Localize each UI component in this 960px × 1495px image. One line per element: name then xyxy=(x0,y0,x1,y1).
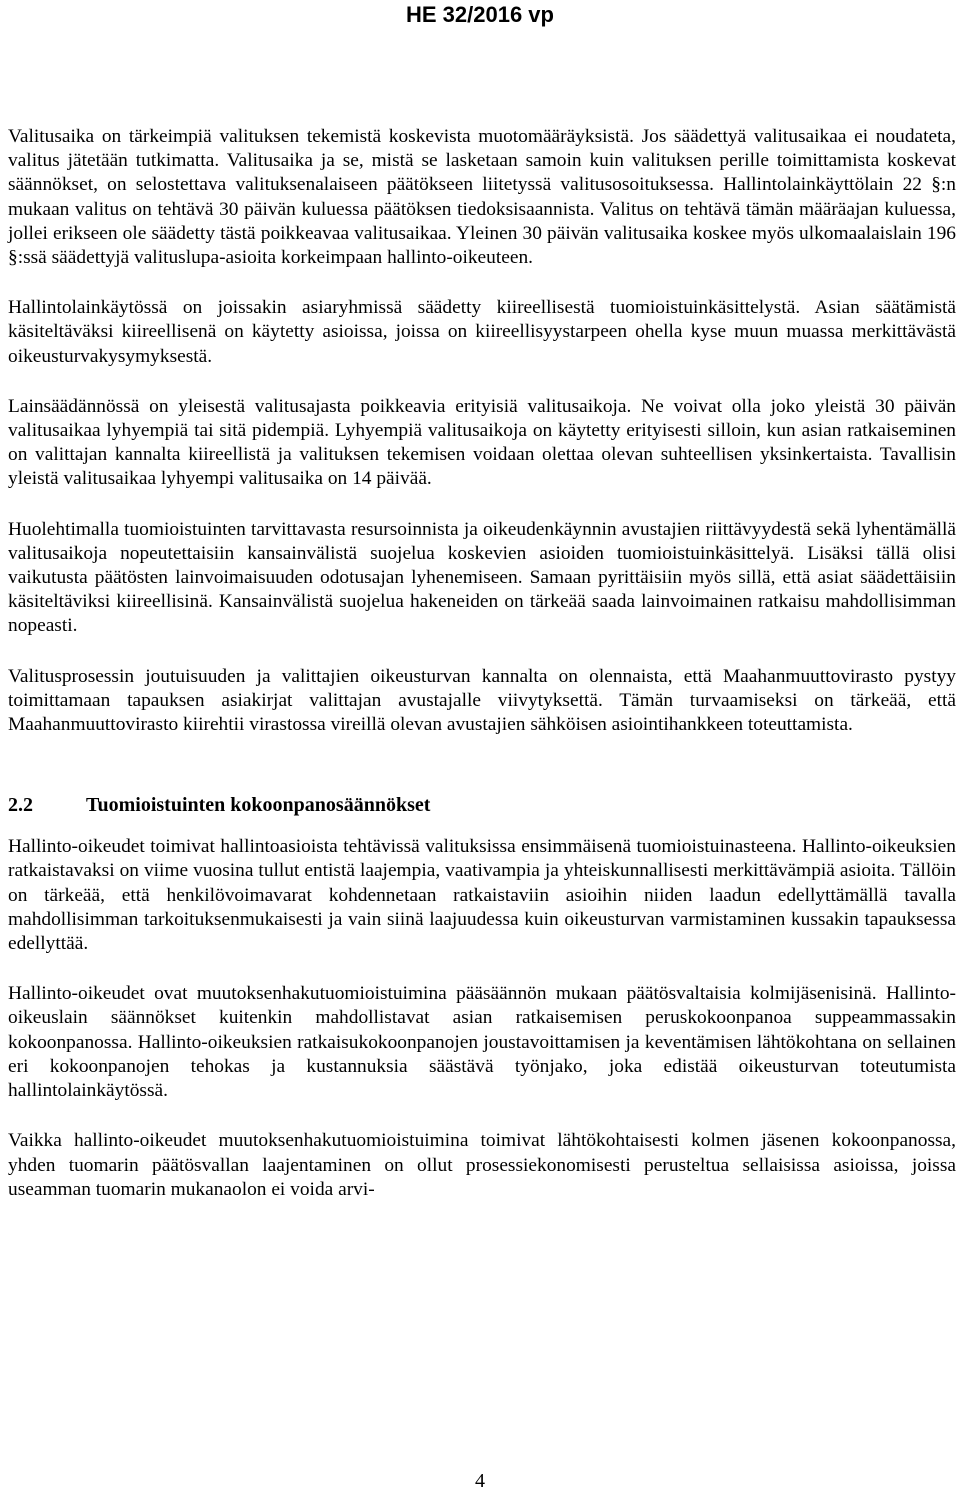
document-header: HE 32/2016 vp xyxy=(406,2,554,27)
paragraph-court-composition: Hallinto-oikeudet ovat muutoksenhakutuomioistuimina pääsäännön mukaan päätösvaltaisia kolmijäsenisinä. Hallinto-oikeuslain säännökset kuitenkin mahdollistavat asian ratkaisemisen peruskokoonpanoa suppeammassakin kokoonpanossa. Hallinto-oikeuksien ratkaisukokoonpanojen joustavoittamisen ja keventämisen lähtökohtana on sellainen eri kokoonpanojen tehokas ja kustannuksia säästävä työnjako, joka edistää oikeusturvan toteutumista hallintolainkäytössä. xyxy=(8,983,956,1102)
section-heading xyxy=(8,793,956,817)
page-number: 4 xyxy=(475,1470,485,1492)
paragraph-court-resources: Huolehtimalla tuomioistuinten tarvittavasta resursoinnista ja oikeudenkäynnin avustajien riittävyydestä sekä lyhentämällä valitusaikoja nopeutettaisiin kansainvälistä suojelua koskevien asioiden tuomioistuinkäsittelyä. Lisäksi tällä olisi vaikutusta päätösten lainvoimaisuuden odotusajan lyhenemiseen. Samaan pyrittäisiin myös sillä, että asiat säädettäisiin käsiteltäviksi kiireellisinä. Kansainvälistä suojelua hakeneiden on tärkeää saada lainvoimainen ratkaisu mahdollisimman nopeasti. xyxy=(8,518,956,637)
paragraph-special-appeal-periods: Lainsäädännössä on yleisestä valitusajasta poikkeavia erityisiä valitusaikoja. Ne voivat olla joko yleistä 30 päivän valitusaikaa lyhyempiä tai sitä pidempiä. Lyhyempiä valitusaikoja on käytetty erityisesti silloin, kun asian ratkaiseminen on valittajan kannalta kiireellistä ja valituksen tekemisen voidaan olettaa olevan suhteellisen yksinkertaista. Tavallisin yleistä valitusaikaa lyhyempi valitusaika on 14 päivää. xyxy=(8,395,956,490)
section-title: Tuomioistuinten kokoonpanosäännökset xyxy=(86,794,431,817)
document-body xyxy=(8,125,956,1228)
paragraph-single-judge: Vaikka hallinto-oikeudet muutoksenhakutuomioistuimina toimivat lähtökohtaisesti kolmen jäsenen kokoonpanossa, yhden tuomarin päätösvallan laajentaminen on ollut prosessiekonomisesti perusteltua sellaisissa asioissa, joissa useamman tuomarin mukanaolon ei voida arvi- xyxy=(8,1130,956,1200)
section-number: 2.2 xyxy=(8,794,33,817)
paragraph-urgent-handling: Hallintolainkäytössä on joissakin asiaryhmissä säädetty kiireellisestä tuomioistuinkäsittelystä. Asian säätämistä käsiteltäväksi kiireellisenä on käytetty asioissa, joissa on kiireellisyystarpeen ohella kyse muun muassa merkittävästä oikeusturvakysymyksestä. xyxy=(8,297,956,367)
paragraph-administrative-courts: Hallinto-oikeudet toimivat hallintoasioista tehtävissä valituksissa ensimmäisenä tuomioistuinasteena. Hallinto-oikeuksien ratkaistavaksi on viime vuosina tullut entistä laajempia, vaativampia ja yhteiskunnallisesti merkittävämpiä asioita. Tällöin on tärkeää, että henkilövoimavarat kohdennetaan ratkaistaviin asioihin niiden laadun edellyttämällä tavalla mahdollisimman tarkoituksenmukaisesti ja vain siinä laajuudessa kuin oikeusturvan varmistaminen kussakin tapauksessa edellyttää. xyxy=(8,836,956,955)
paragraph-immigration-service: Valitusprosessin joutuisuuden ja valittajien oikeusturvan kannalta on olennaista, että Maahanmuuttovirasto pystyy toimittamaan tapauksen asiakirjat valittajan avustajalle viivytyksettä. Tämän turvaamiseksi on tärkeää, että Maahanmuuttovirasto kiirehtii virastossa vireillä olevan avustajien sähköisen asiointihankkeen toteuttamista. xyxy=(8,665,956,736)
paragraph-appeal-period: Valitusaika on tärkeimpiä valituksen tekemistä koskevista muotomääräyksistä. Jos säädettyä valitusaikaa ei noudateta, valitus jätetään tutkimatta. Valitusaika ja se, mistä se lasketaan samoin kuin valituksen perille toimittamista koskevat säännökset, on selostettava valituksenalaiseen päätökseen liitetyssä valitusosoituksessa. Hallintolainkäyttölain 22 §:n mukaan valitus on tehtävä 30 päivän kuluessa päätöksen tiedoksisaannista. Valitus on tehtävä tämän määräajan kuluessa, jollei erikseen ole säädetty tästä poikkeavaa valitusaikaa. Yleinen 30 päivän valitusaika koskee myös ulkomaalaislain 196 §:ssä säädettyjä valituslupa-asioita korkeimpaan hallinto-oikeuteen. xyxy=(8,126,956,269)
